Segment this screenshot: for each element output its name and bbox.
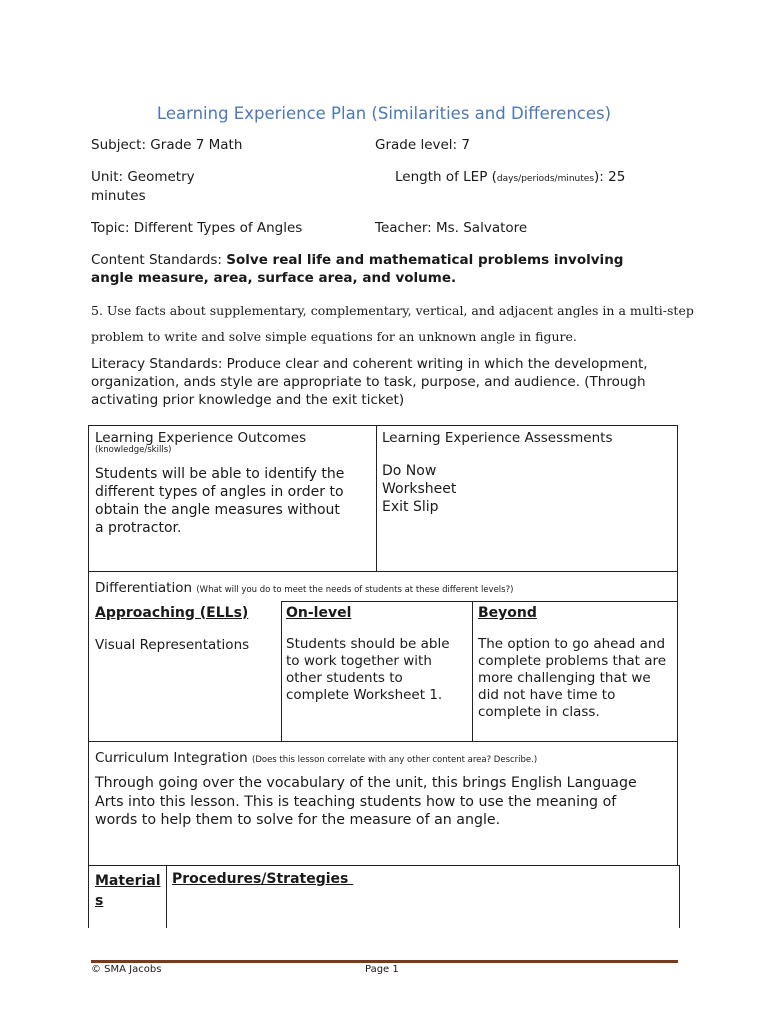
literacy-standards bbox=[91, 355, 648, 409]
beyond-header: Beyond bbox=[478, 605, 537, 621]
curriculum-table bbox=[88, 741, 678, 866]
assessment-item: Do Now bbox=[382, 463, 437, 479]
approaching-header: Approaching (ELLs) bbox=[95, 604, 249, 621]
standard-item-line-2: problem to write and solve simple equations for an unknown angle in figure. bbox=[91, 329, 577, 344]
assessment-item: Worksheet bbox=[382, 481, 457, 497]
outcomes-assessments-table bbox=[88, 425, 678, 572]
content-standards-text-1: Solve real life and mathematical problems involving bbox=[226, 252, 624, 268]
unit-field: Unit: Geometry bbox=[91, 169, 195, 185]
differentiation-header-cell bbox=[89, 572, 678, 602]
differentiation-table bbox=[88, 571, 678, 742]
column-divider bbox=[166, 866, 167, 928]
length-field bbox=[395, 168, 625, 188]
curriculum-cell bbox=[89, 742, 678, 866]
materials-header bbox=[95, 871, 161, 911]
outcomes-sub: (knowledge/skills) bbox=[95, 445, 172, 455]
assessment-item: Exit Slip bbox=[382, 499, 439, 515]
curriculum-header: Curriculum Integration bbox=[95, 750, 253, 766]
outcomes-line-4: a protractor. bbox=[95, 520, 182, 536]
curriculum-line-3: words to help them to solve for the measure of an angle. bbox=[95, 812, 501, 828]
topic-field: Topic: Different Types of Angles bbox=[91, 220, 303, 236]
outcomes-line-1: Students will be able to identify the bbox=[95, 466, 345, 482]
literacy-line-1: Literacy Standards: Produce clear and coherent writing in which the development, bbox=[91, 356, 648, 372]
grade-level-field: Grade level: 7 bbox=[375, 137, 470, 153]
assessments-list bbox=[382, 462, 672, 516]
curriculum-sub: (Does this lesson correlate with any other content area? Describe.) bbox=[252, 755, 538, 765]
assessments-cell bbox=[377, 426, 678, 572]
approaching-text: Visual Representations bbox=[95, 636, 250, 653]
beyond-line: did not have time to bbox=[478, 687, 616, 703]
document-title: Learning Experience Plan (Similarities and Differences) bbox=[156, 104, 612, 123]
on-level-line: complete Worksheet 1. bbox=[286, 687, 443, 703]
literacy-line-2: organization, ands style are appropriate to task, purpose, and audience. (Through bbox=[91, 374, 646, 390]
content-standards bbox=[91, 251, 691, 287]
length-suffix: ): 25 bbox=[594, 169, 626, 185]
beyond-line: more challenging that we bbox=[478, 670, 651, 686]
footer-copyright: © SMA Jacobs bbox=[91, 964, 162, 975]
outcomes-cell bbox=[89, 426, 377, 572]
differentiation-sub: (What will you do to meet the needs of students at these different levels?) bbox=[196, 585, 514, 595]
standard-item-5 bbox=[91, 298, 694, 350]
length-units: days/periods/minutes bbox=[496, 174, 595, 184]
beyond-line: complete problems that are bbox=[478, 653, 667, 669]
literacy-line-3: activating prior knowledge and the exit ticket) bbox=[91, 392, 405, 408]
curriculum-text bbox=[95, 774, 671, 830]
outcomes-header: Learning Experience Outcomes bbox=[95, 430, 307, 446]
on-level-cell bbox=[282, 602, 473, 742]
beyond-text bbox=[478, 636, 672, 721]
approaching-cell bbox=[89, 602, 282, 742]
beyond-line: complete in class. bbox=[478, 704, 600, 720]
on-level-line: other students to bbox=[286, 670, 403, 686]
subject-field: Subject: Grade 7 Math bbox=[91, 137, 243, 153]
on-level-header: On-level bbox=[286, 605, 352, 621]
assessments-header: Learning Experience Assessments bbox=[382, 430, 613, 446]
outcomes-line-2: different types of angles in order to bbox=[95, 484, 344, 500]
materials-header-line-1: Material bbox=[95, 873, 161, 889]
standard-item-line-1: 5. Use facts about supplementary, complementary, vertical, and adjacent angles in a multi-step bbox=[91, 303, 694, 318]
length-prefix: Length of LEP ( bbox=[395, 169, 497, 185]
outcomes-line-3: obtain the angle measures without bbox=[95, 502, 340, 518]
unit-minutes: minutes bbox=[91, 188, 146, 204]
materials-header-line-2: s bbox=[95, 893, 104, 909]
on-level-line: Students should be able bbox=[286, 636, 450, 652]
differentiation-header: Differentiation bbox=[95, 580, 197, 596]
outcomes-text bbox=[95, 465, 370, 537]
curriculum-line-2: Arts into this lesson. This is teaching students how to use the meaning of bbox=[95, 793, 617, 810]
footer-page-number: Page 1 bbox=[365, 964, 399, 975]
beyond-line: The option to go ahead and bbox=[478, 636, 666, 652]
content-standards-text-2: angle measure, area, surface area, and volume. bbox=[91, 270, 457, 286]
footer-divider bbox=[91, 960, 678, 963]
materials-procedures-table bbox=[88, 865, 680, 928]
on-level-text bbox=[286, 636, 468, 704]
on-level-line: to work together with bbox=[286, 653, 432, 669]
beyond-cell bbox=[473, 602, 678, 742]
teacher-field: Teacher: Ms. Salvatore bbox=[375, 220, 528, 236]
curriculum-line-1: Through going over the vocabulary of the unit, this brings English Language bbox=[95, 775, 637, 791]
content-standards-label: Content Standards: bbox=[91, 252, 227, 268]
procedures-header: Procedures/Strategies bbox=[172, 871, 354, 887]
